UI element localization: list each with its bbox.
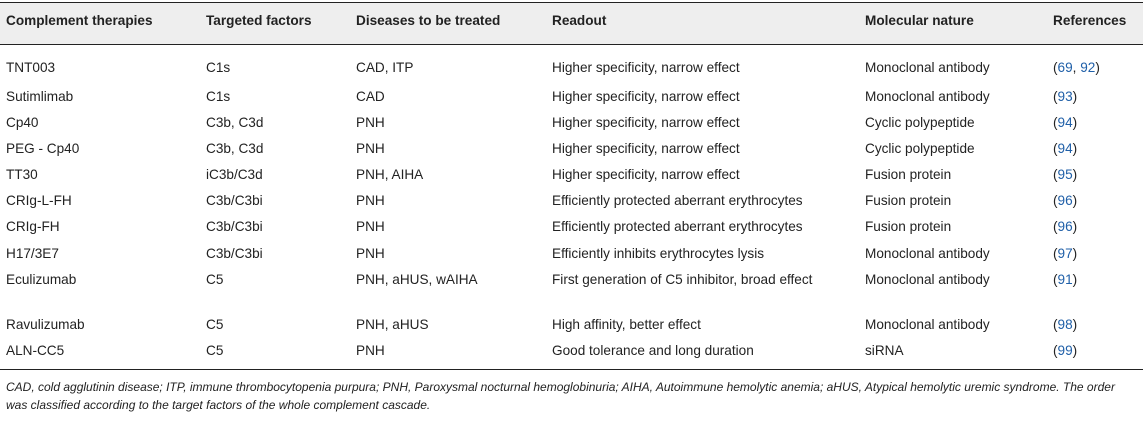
diseases-cell: PNH, aHUS, wAIHA [356, 271, 478, 287]
diseases-cell: PNH [356, 193, 385, 209]
reference-link[interactable]: 93 [1057, 88, 1073, 104]
targeted-factors-cell: C3b/C3bi [206, 219, 263, 235]
ref-open-paren: ( [1053, 140, 1058, 156]
reference-link[interactable]: 94 [1057, 140, 1073, 156]
reference-link[interactable]: 96 [1057, 193, 1073, 209]
table-row [0, 266, 1143, 311]
targeted-factors-cell: C5 [206, 316, 224, 332]
table-row [0, 109, 1143, 135]
ref-close-paren: ) [1072, 271, 1078, 287]
diseases-cell: PNH [356, 219, 385, 235]
table-header [0, 3, 1143, 45]
references-cell [1047, 337, 1143, 369]
references-cell [1047, 240, 1143, 266]
diseases-cell: PNH [356, 245, 385, 261]
header-readout: Readout [546, 3, 859, 45]
readout-cell: Good tolerance and long duration [546, 337, 859, 369]
ref-open-paren: ( [1053, 88, 1058, 104]
ref-close-paren: ) [1072, 167, 1078, 183]
therapy-cell: Ravulizumab [6, 316, 85, 332]
ref-close-paren: ) [1072, 219, 1078, 235]
ref-open-paren: ( [1053, 60, 1058, 75]
therapy-cell: TNT003 [6, 60, 56, 75]
table-row [0, 311, 1143, 337]
targeted-factors-cell: C1s [206, 60, 231, 75]
therapy-cell: CRIg-L-FH [6, 193, 72, 209]
reference-link[interactable]: 98 [1057, 316, 1073, 332]
ref-close-paren: ) [1095, 60, 1100, 75]
readout-cell: Higher specificity, narrow effect [552, 88, 740, 104]
diseases-cell: PNH [350, 337, 546, 369]
molecular-nature-cell: siRNA [859, 337, 1047, 369]
molecular-nature-cell: Monoclonal antibody [865, 245, 990, 261]
therapy-cell: ALN-CC5 [0, 337, 200, 369]
ref-open-paren: ( [1053, 343, 1058, 358]
ref-close-paren: ) [1072, 193, 1078, 209]
diseases-cell: CAD [356, 88, 385, 104]
ref-close-paren: ) [1072, 343, 1078, 358]
ref-open-paren: ( [1053, 114, 1058, 130]
ref-close-paren: ) [1072, 88, 1078, 104]
header-complement-therapies: Complement therapies [0, 3, 200, 45]
readout-cell: Efficiently protected aberrant erythrocytes [552, 193, 803, 209]
diseases-cell: PNH [356, 114, 385, 130]
table-row [0, 161, 1143, 187]
therapy-cell: Eculizumab [6, 271, 77, 287]
reference-link[interactable]: 69 [1057, 60, 1073, 75]
references-cell [1047, 83, 1143, 109]
diseases-cell: PNH, aHUS [356, 316, 429, 332]
reference-link[interactable]: 97 [1057, 245, 1073, 261]
reference-link[interactable]: 92 [1080, 60, 1096, 75]
therapy-cell: TT30 [6, 167, 38, 183]
readout-cell: Higher specificity, narrow effect [552, 60, 740, 75]
reference-link[interactable]: 95 [1057, 167, 1073, 183]
targeted-factors-cell: C5 [206, 271, 224, 287]
references-cell [1047, 187, 1143, 213]
ref-open-paren: ( [1053, 193, 1058, 209]
references-cell [1047, 213, 1143, 239]
ref-open-paren: ( [1053, 316, 1058, 332]
ref-close-paren: ) [1072, 140, 1078, 156]
header-row [0, 3, 1143, 45]
ref-open-paren: ( [1053, 271, 1058, 287]
references-cell [1047, 266, 1143, 311]
molecular-nature-cell: Monoclonal antibody [865, 88, 990, 104]
molecular-nature-cell: Monoclonal antibody [865, 271, 990, 287]
ref-close-paren: ) [1072, 114, 1078, 130]
readout-cell: Higher specificity, narrow effect [552, 114, 740, 130]
targeted-factors-cell: C3b/C3bi [206, 193, 263, 209]
reference-link[interactable]: 96 [1057, 219, 1073, 235]
readout-cell: First generation of C5 inhibitor, broad effect [552, 271, 813, 287]
table-row [0, 240, 1143, 266]
ref-separator: , [1072, 60, 1081, 75]
table-footnote: CAD, cold agglutinin disease; ITP, immune thrombocytopenia purpura; PNH, Paroxysmal nocturnal hemoglobinuria; AIHA, Autoimmune hemolytic anemia; aHUS, Atypical hemolytic uremic syndrome. The order was classified according to the target factors of the whole complement cascade. [6, 380, 1115, 412]
diseases-cell: PNH, AIHA [356, 167, 424, 183]
reference-link[interactable]: 91 [1057, 271, 1073, 287]
therapy-cell: PEG - Cp40 [6, 140, 80, 156]
table-row [0, 187, 1143, 213]
ref-open-paren: ( [1053, 245, 1058, 261]
readout-cell: Efficiently protected aberrant erythrocytes [552, 219, 803, 235]
therapy-cell: CRIg-FH [6, 219, 60, 235]
header-molecular-nature: Molecular nature [859, 3, 1047, 45]
table-row [0, 135, 1143, 161]
readout-cell: High affinity, better effect [552, 316, 701, 332]
table-row [0, 45, 1143, 83]
readout-cell: Higher specificity, narrow effect [552, 140, 740, 156]
complement-therapies-table [0, 2, 1143, 370]
reference-link[interactable]: 99 [1057, 343, 1073, 358]
molecular-nature-cell: Monoclonal antibody [865, 316, 990, 332]
targeted-factors-cell: C3b, C3d [206, 140, 264, 156]
table-row [0, 337, 1143, 369]
header-references: References [1047, 3, 1143, 45]
header-diseases: Diseases to be treated [350, 3, 546, 45]
molecular-nature-cell: Fusion protein [865, 193, 952, 209]
ref-close-paren: ) [1072, 245, 1078, 261]
diseases-cell: CAD, ITP [356, 60, 414, 75]
therapy-cell: Sutimlimab [6, 88, 74, 104]
molecular-nature-cell: Cyclic polypeptide [865, 140, 975, 156]
molecular-nature-cell: Monoclonal antibody [865, 60, 990, 75]
table-row [0, 83, 1143, 109]
diseases-cell: PNH [356, 140, 385, 156]
targeted-factors-cell: C5 [200, 337, 350, 369]
ref-close-paren: ) [1072, 316, 1078, 332]
therapy-cell: Cp40 [6, 114, 39, 130]
references-cell [1047, 135, 1143, 161]
molecular-nature-cell: Fusion protein [865, 219, 952, 235]
targeted-factors-cell: C1s [206, 88, 231, 104]
table-body [0, 45, 1143, 370]
targeted-factors-cell: C3b/C3bi [206, 245, 263, 261]
therapy-cell: H17/3E7 [6, 245, 59, 261]
readout-cell: Higher specificity, narrow effect [552, 167, 740, 183]
references-cell [1047, 45, 1143, 83]
targeted-factors-cell: C3b, C3d [206, 114, 264, 130]
molecular-nature-cell: Fusion protein [865, 167, 952, 183]
readout-cell: Efficiently inhibits erythrocytes lysis [552, 245, 765, 261]
ref-open-paren: ( [1053, 167, 1058, 183]
molecular-nature-cell: Cyclic polypeptide [865, 114, 975, 130]
references-cell [1047, 311, 1143, 337]
ref-open-paren: ( [1053, 219, 1058, 235]
header-targeted-factors: Targeted factors [200, 3, 350, 45]
references-cell [1047, 109, 1143, 135]
targeted-factors-cell: iC3b/C3d [206, 167, 263, 183]
reference-link[interactable]: 94 [1057, 114, 1073, 130]
references-cell [1047, 161, 1143, 187]
table-row [0, 213, 1143, 239]
